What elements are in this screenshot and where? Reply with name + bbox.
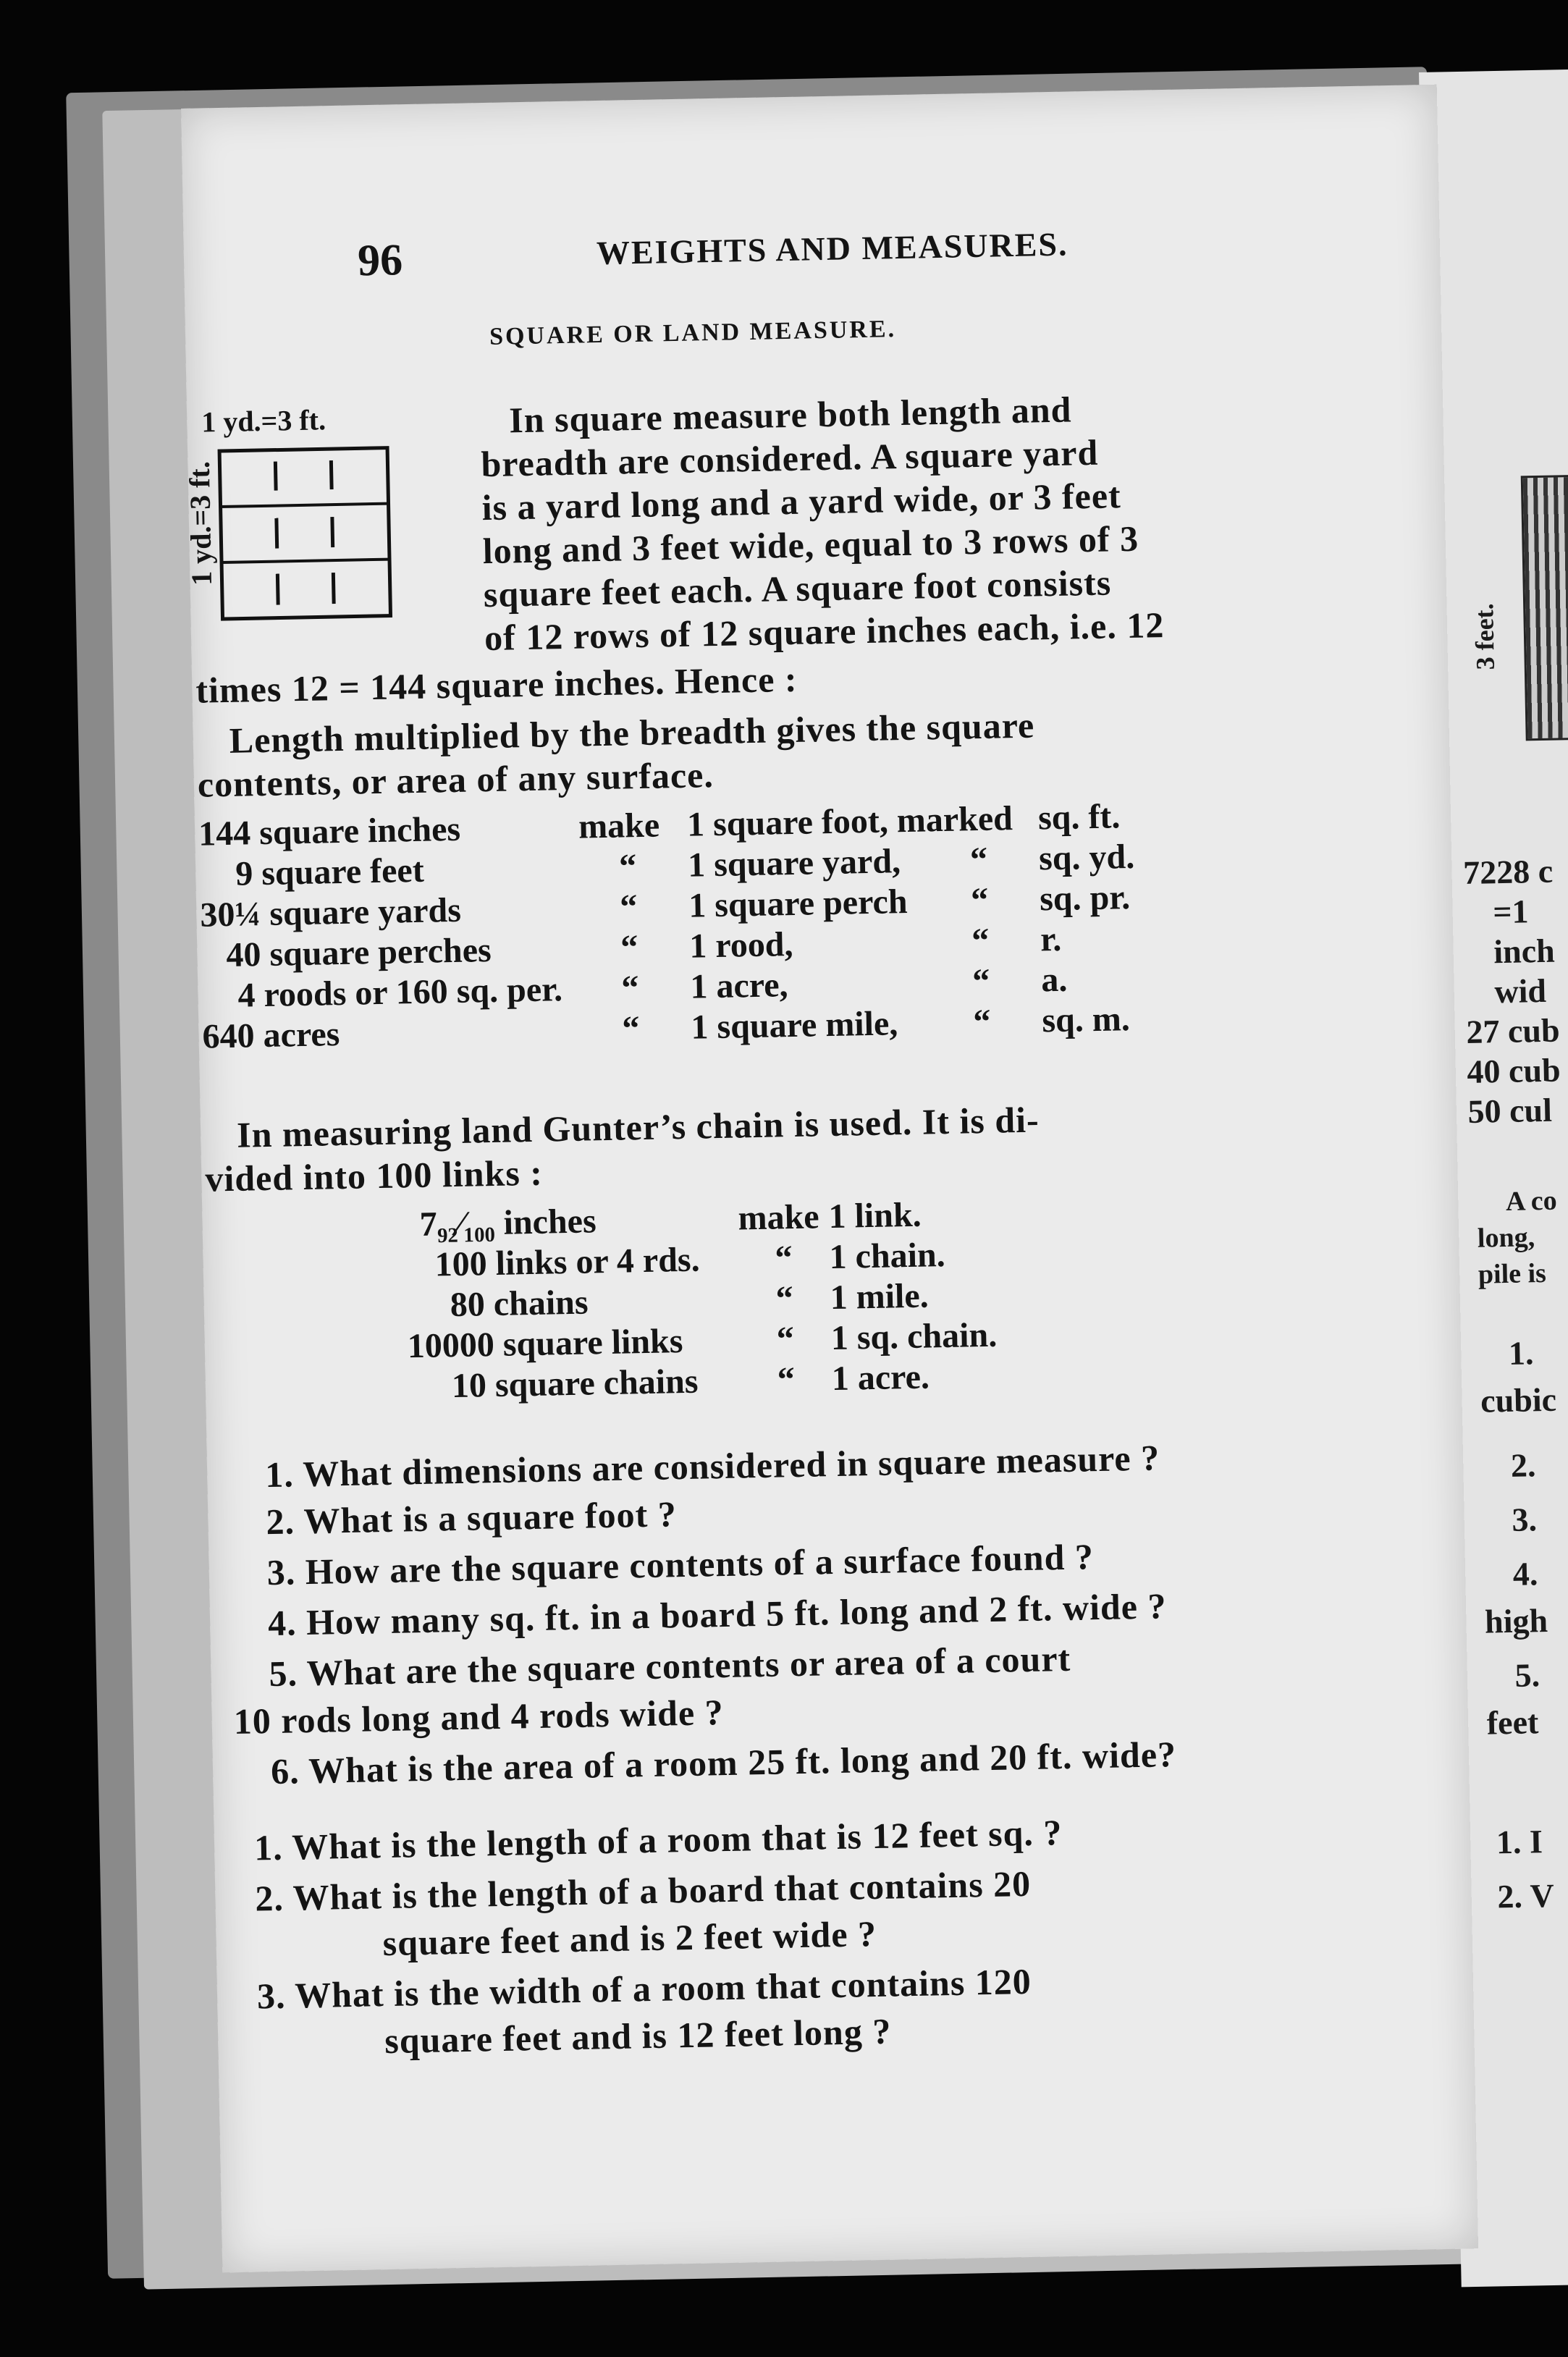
result-cell: 1 square yard, [687, 842, 901, 885]
quantity-cell: 144 square inches [198, 809, 461, 853]
gunter-line: In measuring land Gunter’s chain is used. It is di- [236, 1099, 1040, 1155]
quantity-cell: 30¼ square yards [199, 890, 462, 935]
intro-line: times 12 = 144 square inches. Hence : [195, 658, 798, 711]
question-line: 2. What is the length of a board that contains 20 [254, 1863, 1032, 1919]
quantity-cell: 40 square perches [225, 930, 492, 975]
verb-cell: “ [620, 969, 639, 1008]
mark-cell: “ [969, 840, 988, 880]
quantity-cell: 640 acres [202, 1015, 340, 1056]
facing-text: feet [1486, 1703, 1539, 1742]
result-cell: 1 mile. [830, 1276, 930, 1317]
question-line: square feet and is 12 feet long ? [384, 2010, 892, 2062]
diagram-side-label: 1 yd.=3 ft. [182, 460, 218, 586]
abbr-cell: sq. m. [1041, 1000, 1131, 1040]
square-yard-diagram [182, 400, 466, 637]
facing-text: 7228 c [1462, 852, 1554, 892]
verb-cell: “ [775, 1279, 794, 1318]
running-title: WEIGHTS AND MEASURES. [596, 225, 1068, 272]
quantity-cell: 9 square feet [235, 851, 425, 893]
intro-line: square feet each. A square foot consists [483, 562, 1112, 615]
mark-cell: “ [971, 961, 990, 1001]
facing-text: 5. [1514, 1656, 1540, 1694]
facing-text: 2. V [1496, 1876, 1555, 1915]
mark-cell: “ [971, 921, 990, 961]
cube-illustration [1521, 473, 1568, 741]
verb-cell: “ [777, 1360, 796, 1399]
question-line: 10 rods long and 4 rods wide ? [233, 1692, 725, 1742]
facing-text: wid [1493, 971, 1547, 1011]
facing-text: 1. [1508, 1334, 1534, 1372]
question-line: 6. What is the area of a room 25 ft. long and 20 ft. wide? [270, 1734, 1177, 1792]
result-cell: 1 square perch [688, 882, 908, 925]
facing-text: cubic [1480, 1380, 1557, 1420]
grid-icon [216, 445, 394, 623]
verb-cell: “ [776, 1320, 795, 1359]
verb-cell: “ [622, 1009, 641, 1048]
intro-line: Length multiplied by the breadth gives the square [229, 704, 1035, 761]
facing-text: 1. I [1496, 1823, 1543, 1861]
result-cell: 1 rood, [688, 924, 793, 966]
question-line: 5. What are the square contents or area of a court [268, 1637, 1071, 1695]
result-cell: 1 chain. [829, 1236, 946, 1277]
question-line: 4. How many sq. ft. in a board 5 ft. long and 2 ft. wide ? [267, 1585, 1167, 1644]
question-line: 3. What is the width of a room that contains 120 [256, 1960, 1032, 2017]
quantity-cell: 10 square chains [451, 1362, 699, 1406]
quantity-cell: 80 chains [450, 1283, 589, 1325]
abbr-cell: sq. pr. [1039, 878, 1131, 919]
result-cell: 1 acre. [831, 1357, 930, 1399]
intro-line: breadth are considered. A square yard [480, 431, 1099, 485]
facing-text: 27 cub [1465, 1011, 1561, 1050]
intro-line: contents, or area of any surface. [197, 754, 715, 805]
quantity-cell: 100 links or 4 rds. [434, 1240, 701, 1284]
facing-text: 3 feet. [1470, 603, 1500, 670]
gunter-line: vided into 100 links : [204, 1152, 544, 1199]
question-line: square feet and is 2 feet wide ? [382, 1913, 877, 1964]
facing-text: high [1484, 1601, 1548, 1640]
diagram-top-label: 1 yd.=3 ft. [201, 403, 326, 439]
abbr-cell: sq. yd. [1038, 837, 1135, 878]
abbr-cell: a. [1040, 960, 1068, 1000]
square-measure-table [195, 795, 1213, 1075]
page-header [357, 215, 1443, 287]
abbr-cell: r. [1040, 919, 1062, 959]
mark-cell: “ [970, 880, 989, 920]
result-cell: 1 sq. chain. [830, 1315, 998, 1358]
facing-text: =1 [1492, 893, 1529, 931]
quantity-cell: 7₉₂⁄₁₀₀ inches [419, 1202, 597, 1244]
mark-cell: “ [972, 1002, 991, 1042]
facing-text: long, [1477, 1222, 1535, 1254]
page-number: 96 [357, 235, 403, 286]
chain-table [202, 1189, 1220, 1426]
question-line: 3. How are the square contents of a surface found ? [266, 1536, 1095, 1593]
facing-text: pile is [1478, 1257, 1547, 1290]
question-line: 2. What is a square foot ? [265, 1493, 678, 1543]
intro-line: long and 3 feet wide, equal to 3 rows of 3 [482, 518, 1139, 572]
verb-cell: “ [619, 887, 638, 927]
facing-text: 2. [1510, 1446, 1536, 1484]
facing-text: 4. [1512, 1555, 1538, 1593]
intro-line: In square measure both length and [508, 389, 1072, 441]
quantity-cell: 10000 square links [407, 1322, 683, 1366]
result-cell: 1 square mile, [690, 1004, 898, 1047]
result-cell: 1 square foot, marked [686, 799, 1013, 844]
verb-cell: “ [620, 928, 638, 967]
facing-text: 40 cub [1467, 1051, 1561, 1090]
book-page [181, 85, 1478, 2273]
facing-text: 3. [1511, 1501, 1538, 1538]
abbr-cell: sq. ft. [1037, 797, 1121, 838]
quantity-cell: 4 roods or 160 sq. per. [237, 970, 563, 1015]
question-line: 1. What dimensions are considered in square measure ? [264, 1437, 1160, 1496]
facing-text: A co [1505, 1185, 1558, 1217]
verb-cell: make [738, 1197, 820, 1238]
intro-line: is a yard long and a yard wide, or 3 feet [481, 475, 1122, 528]
verb-cell: “ [775, 1239, 793, 1278]
verb-cell: make [578, 806, 660, 846]
question-line: 1. What is the length of a room that is 12 feet sq. ? [253, 1812, 1063, 1868]
verb-cell: “ [618, 847, 637, 886]
facing-text: inch [1493, 932, 1556, 971]
facing-text: 50 cul [1467, 1091, 1553, 1130]
intro-line: of 12 rows of 12 square inches each, i.e. 12 [484, 604, 1165, 659]
section-title: SQUARE OR LAND MEASURE. [489, 316, 897, 350]
result-cell: 1 acre, [689, 966, 788, 1006]
result-cell: 1 link. [828, 1195, 922, 1236]
